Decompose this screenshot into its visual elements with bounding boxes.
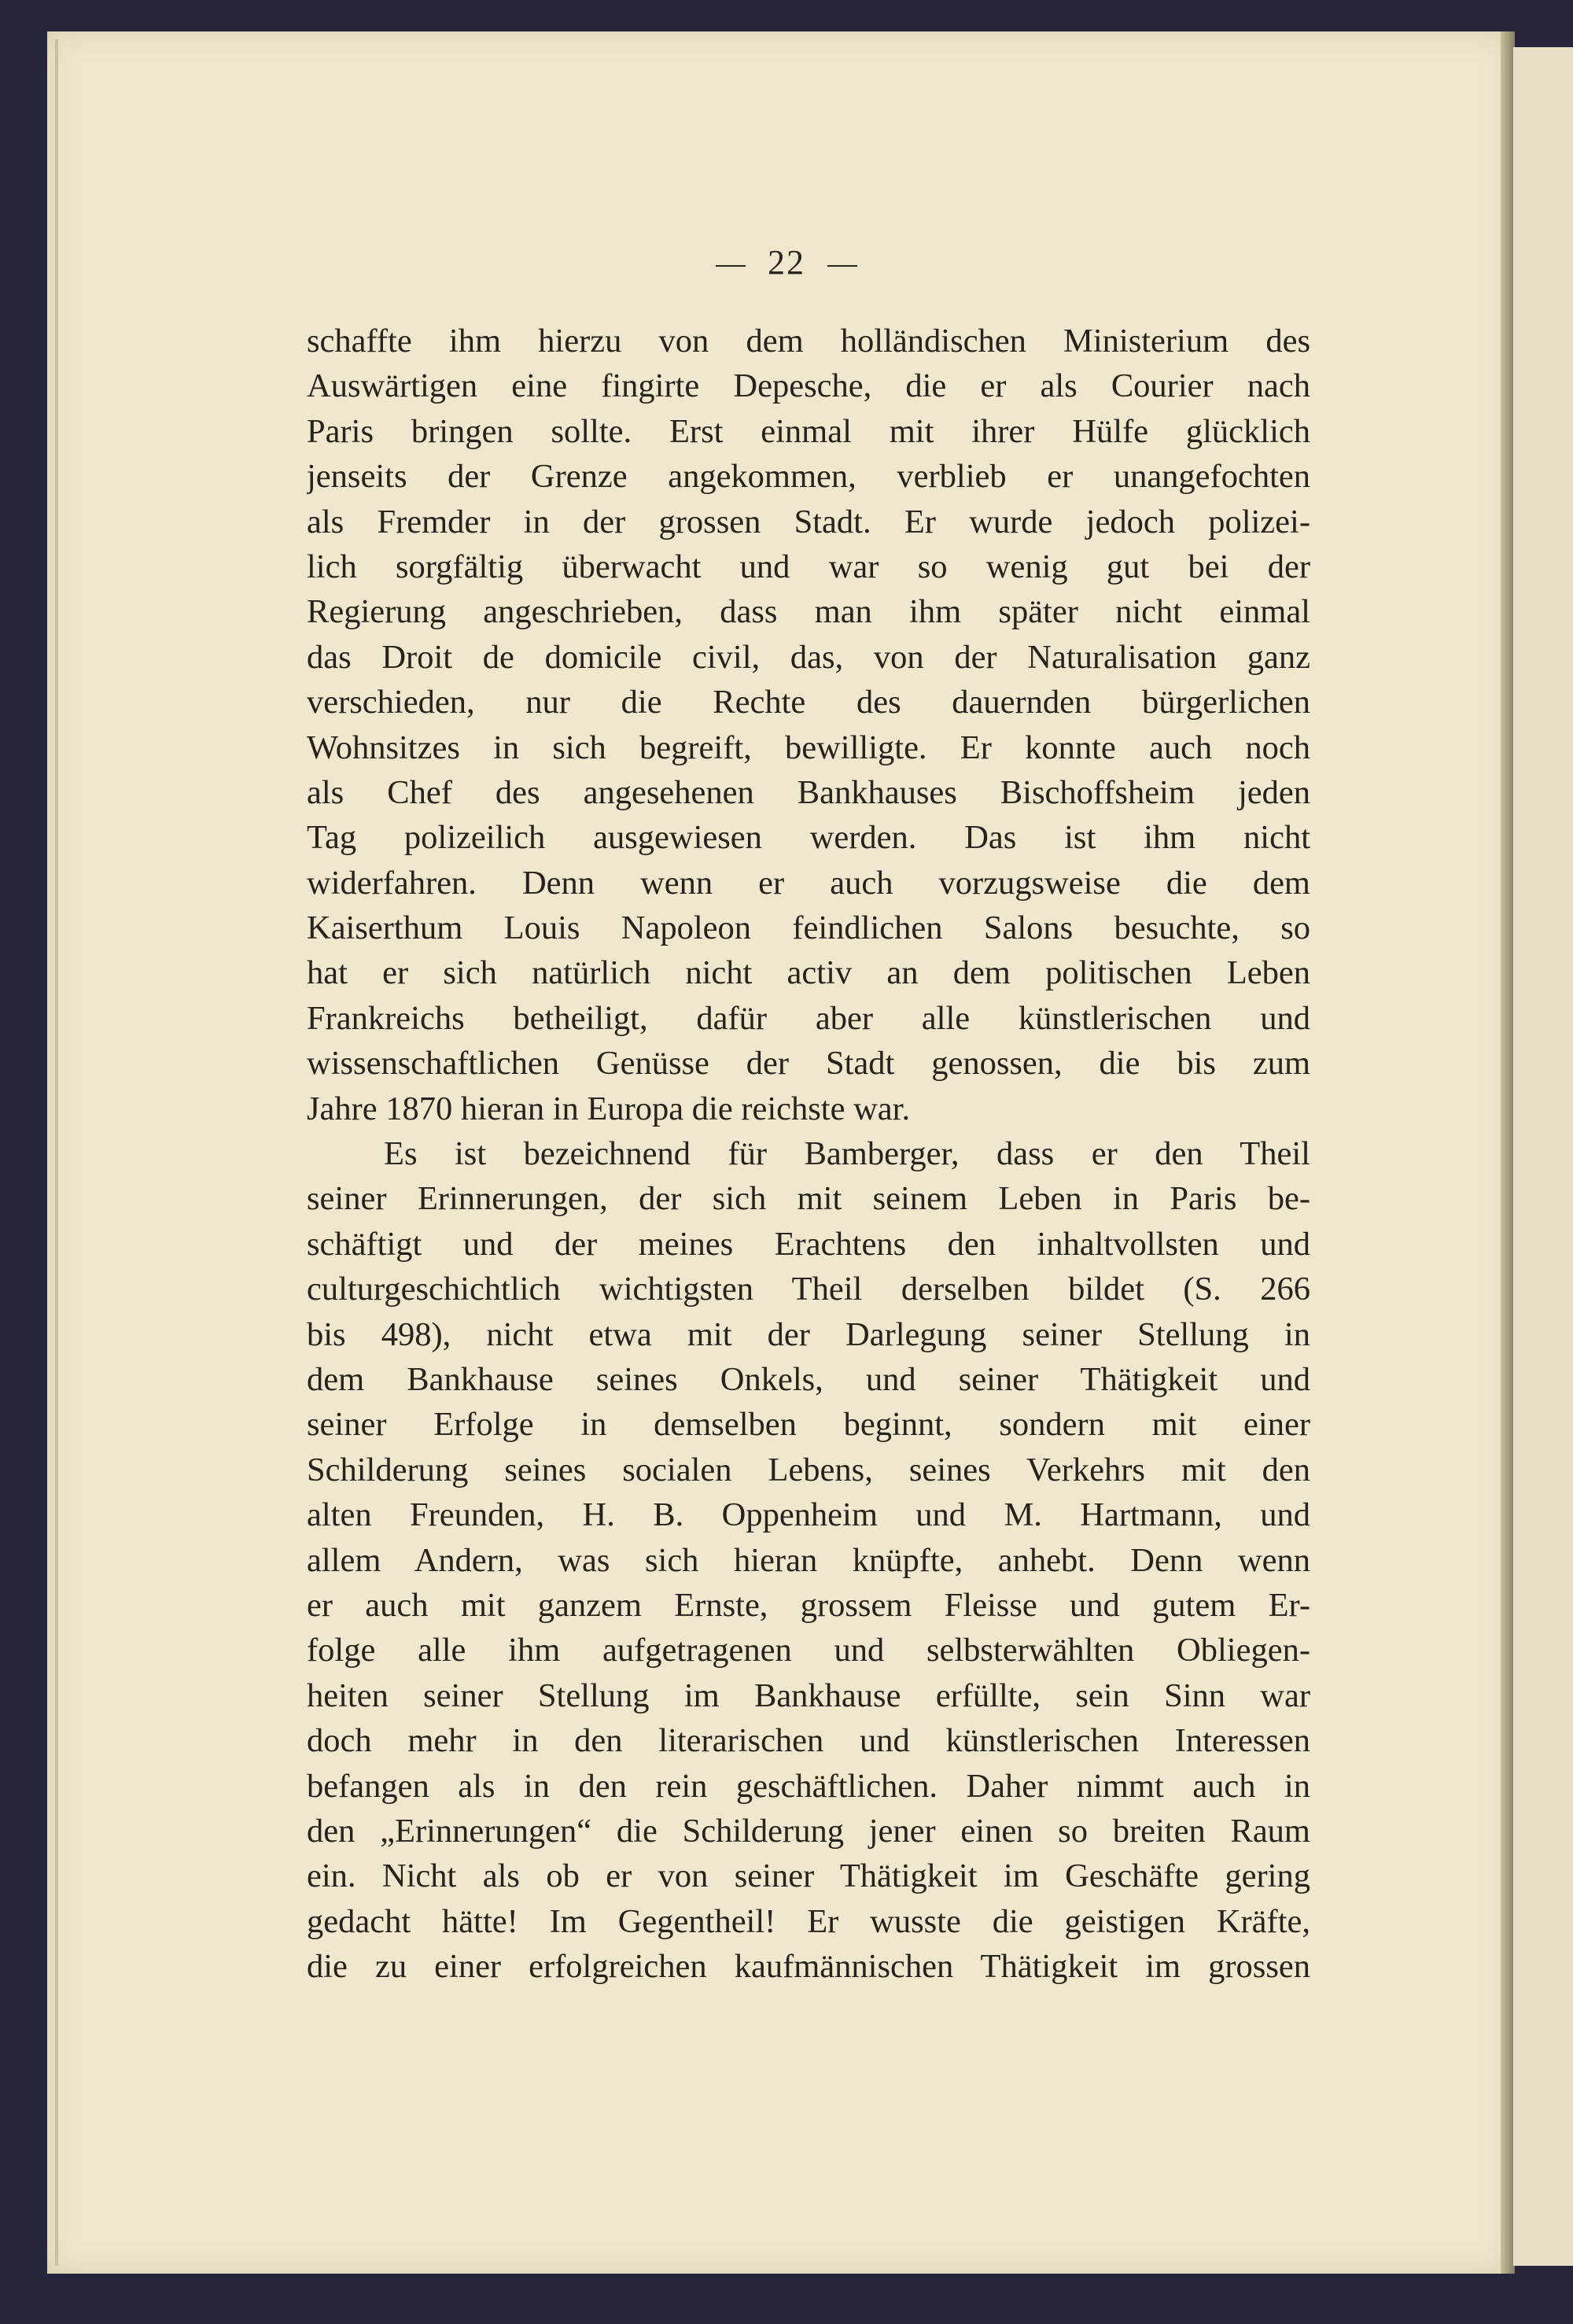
text-line: Paris bringen sollte. Erst einmal mit ihrer Hülfe glücklich	[307, 412, 1310, 450]
body-text	[307, 319, 1310, 1989]
text-line: doch mehr in den literarischen und künstlerischen Interessen	[307, 1722, 1310, 1760]
text-line: lich sorgfältig überwacht und war so wenig gut bei der	[307, 548, 1310, 585]
paragraph-end-line: Jahre 1870 hieran in Europa die reichste war.	[307, 1090, 911, 1127]
text-line: den „Erinnerungen“ die Schilderung jener einen so breiten Raum	[307, 1812, 1310, 1850]
text-line: wissenschaftlichen Genüsse der Stadt genossen, die bis zum	[307, 1045, 1310, 1083]
text-line: Frankreichs betheiligt, dafür aber alle künstlerischen und	[307, 999, 1310, 1037]
page-number-header	[0, 242, 1573, 282]
text-line: Kaiserthum Louis Napoleon feindlichen Salons besuchte, so	[307, 909, 1310, 947]
text-line: die zu einer erfolgreichen kaufmännischen Thätigkeit im grossen	[307, 1948, 1310, 1986]
text-line: ein. Nicht als ob er von seiner Thätigkeit im Geschäfte gering	[307, 1857, 1310, 1895]
text-line: Regierung angeschrieben, dass man ihm später nicht einmal	[307, 593, 1310, 631]
text-line: das Droit de domicile civil, das, von der Naturalisation ganz	[307, 638, 1310, 676]
text-line: Wohnsitzes in sich begreift, bewilligte. Er konnte auch noch	[307, 729, 1310, 766]
text-line: gedacht hätte! Im Gegentheil! Er wusste die geistigen Kräfte,	[307, 1902, 1310, 1940]
text-line: schaffte ihm hierzu von dem holländischen Ministerium des	[307, 323, 1310, 360]
text-line: er auch mit ganzem Ernste, grossem Fleisse und gutem Er-	[307, 1586, 1310, 1624]
text-line: seiner Erinnerungen, der sich mit seinem Leben in Paris be-	[307, 1180, 1310, 1218]
text-line: hat er sich natürlich nicht activ an dem politischen Leben	[307, 954, 1310, 992]
next-page-edge	[1513, 47, 1573, 2266]
text-line: Tag polizeilich ausgewiesen werden. Das ist ihm nicht	[307, 819, 1310, 857]
page-left-edge	[55, 39, 58, 2266]
paragraph-first-line: Es ist bezeichnend für Bamberger, dass er den Theil	[384, 1135, 1310, 1173]
text-line: dem Bankhause seines Onkels, und seiner Thätigkeit und	[307, 1360, 1310, 1398]
right-dash	[827, 265, 857, 267]
text-line: Auswärtigen eine fingirte Depesche, die er als Courier nach	[307, 367, 1310, 405]
text-line: heiten seiner Stellung im Bankhause erfüllte, sein Sinn war	[307, 1677, 1310, 1714]
text-line: als Fremder in der grossen Stadt. Er wurde jedoch polizei-	[307, 503, 1310, 540]
text-line: als Chef des angesehenen Bankhauses Bischoffsheim jeden	[307, 773, 1310, 811]
text-line: schäftigt und der meines Erachtens den inhaltvollsten und	[307, 1225, 1310, 1263]
text-line: jenseits der Grenze angekommen, verblieb er unangefochten	[307, 458, 1310, 496]
text-line: culturgeschichtlich wichtigsten Theil derselben bildet (S. 266	[307, 1271, 1310, 1308]
text-line: folge alle ihm aufgetragenen und selbsterwählten Obliegen-	[307, 1632, 1310, 1669]
text-line: befangen als in den rein geschäftlichen. Daher nimmt auch in	[307, 1767, 1310, 1805]
text-line: bis 498), nicht etwa mit der Darlegung seiner Stellung in	[307, 1315, 1310, 1353]
text-line: allem Andern, was sich hieran knüpfte, anhebt. Denn wenn	[307, 1541, 1310, 1579]
text-line: widerfahren. Denn wenn er auch vorzugsweise die dem	[307, 864, 1310, 902]
text-line: alten Freunden, H. B. Oppenheim und M. Hartmann, und	[307, 1496, 1310, 1534]
text-line: Schilderung seines socialen Lebens, seines Verkehrs mit den	[307, 1451, 1310, 1488]
page-number: 22	[768, 243, 805, 282]
text-line: seiner Erfolge in demselben beginnt, sondern mit einer	[307, 1406, 1310, 1444]
text-line: verschieden, nur die Rechte des dauernden bürgerlichen	[307, 684, 1310, 721]
left-dash	[716, 265, 746, 267]
